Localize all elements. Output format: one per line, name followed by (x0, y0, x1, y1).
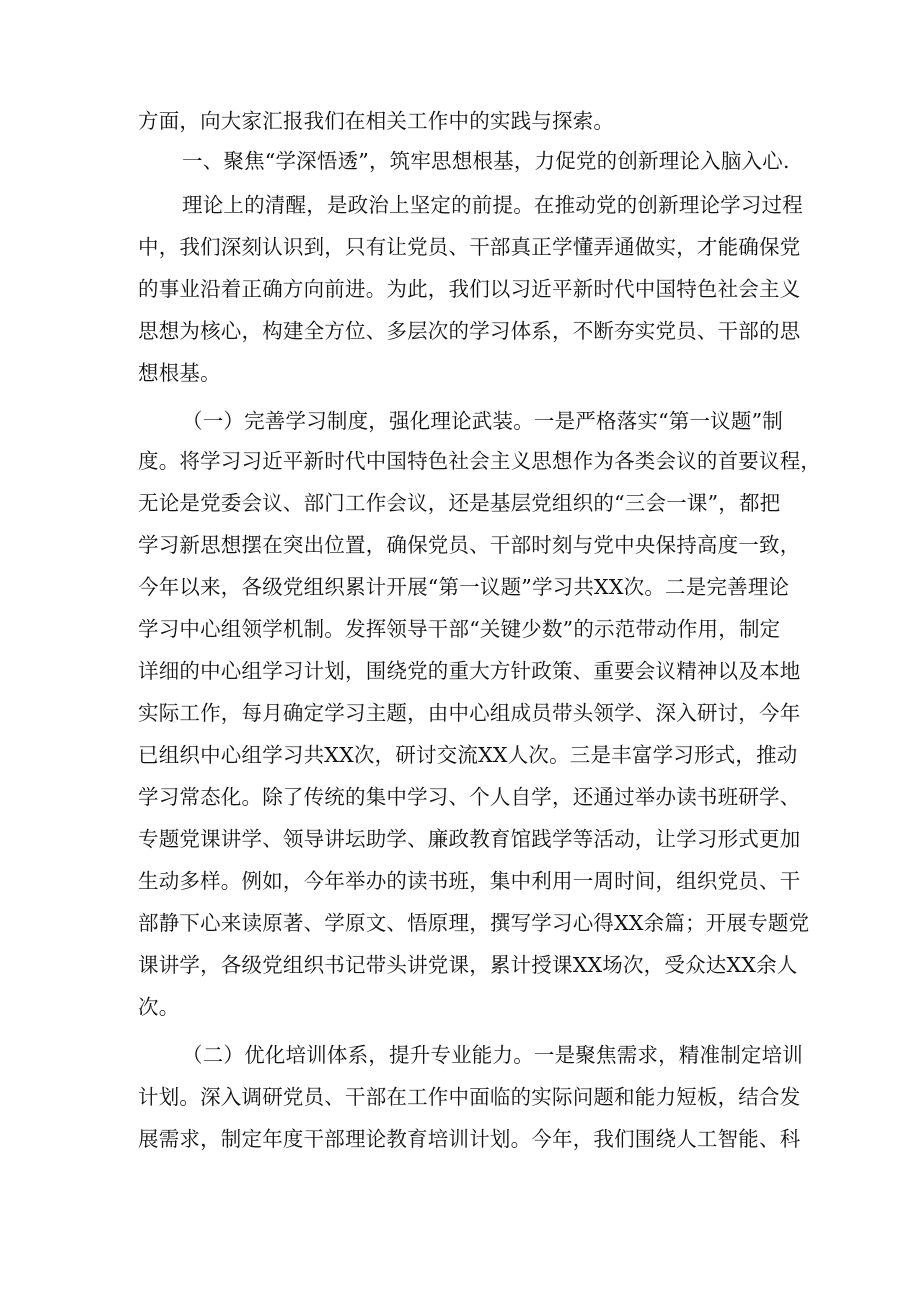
text-line: 想根基。 (138, 361, 221, 385)
text-line: 详细的中心组学习计划，围绕党的重大方针政策、重要会议精神以及本地 (138, 659, 801, 683)
text-line: 学习中心组领学机制。发挥领导干部“关键少数”的示范带动作用，制定 (138, 617, 781, 641)
text-line: 生动多样。例如，今年举办的读书班，集中利用一周时间，组织党员、干 (138, 869, 801, 893)
text-line: 学习新思想摆在突出位置，确保党员、干部时刻与党中央保持高度一致， (138, 533, 801, 557)
text-line: 专题党课讲学、领导讲坛助学、廉政教育馆践学等活动，让学习形式更加 (138, 827, 801, 851)
subsection-line: （二）优化培训体系，提升专业能力。一是聚焦需求，精准制定培训 (182, 1043, 803, 1067)
text-line: 思想为核心，构建全方位、多层次的学习体系，不断夯实党员、干部的思 (138, 319, 801, 343)
text-line: 课讲学，各级党组织书记带头讲党课，累计授课XX场次，受众达XX余人 (138, 953, 798, 977)
text-line: 无论是党委会议、部门工作会议，还是基层党组织的“三会一课”，都把 (138, 491, 781, 515)
text-line: 中，我们深刻认识到，只有让党员、干部真正学懂弄通做实，才能确保党 (138, 235, 801, 259)
text-line: 的事业沿着正确方向前进。为此，我们以习近平新时代中国特色社会主义 (138, 277, 801, 301)
subsection-line: （一）完善学习制度，强化理论武装。一是严格落实“第一议题”制 (182, 409, 783, 433)
text-line: 实际工作，每月确定学习主题，由中心组成员带头领学、深入研讨，今年 (138, 701, 801, 725)
text-line: 学习常态化。除了传统的集中学习、个人自学，还通过举办读书班研学、 (138, 785, 801, 809)
text-line: 计划。深入调研党员、干部在工作中面临的实际问题和能力短板，结合发 (138, 1085, 801, 1109)
section-heading: 一、聚焦“学深悟透”，筑牢思想根基，力促党的创新理论入脑入心. (182, 149, 790, 173)
text-line: 次。 (138, 995, 180, 1019)
text-line: 展需求，制定年度干部理论教育培训计划。今年，我们围绕人工智能、科 (138, 1127, 801, 1151)
text-line: 今年以来，各级党组织累计开展“第一议题”学习共XX次。二是完善理论 (138, 575, 790, 599)
text-line: 已组织中心组学习共XX次，研讨交流XX人次。三是丰富学习形式，推动 (138, 743, 798, 767)
text-line: 度。将学习习近平新时代中国特色社会主义思想作为各类会议的首要议程， (138, 449, 822, 473)
text-line: 部静下心来读原著、学原文、悟原理，撰写学习心得XX余篇；开展专题党 (138, 911, 810, 935)
text-line: 理论上的清醒，是政治上坚定的前提。在推动党的创新理论学习过程 (182, 193, 803, 217)
text-line: 方面，向大家汇报我们在相关工作中的实践与探索。 (138, 109, 615, 133)
